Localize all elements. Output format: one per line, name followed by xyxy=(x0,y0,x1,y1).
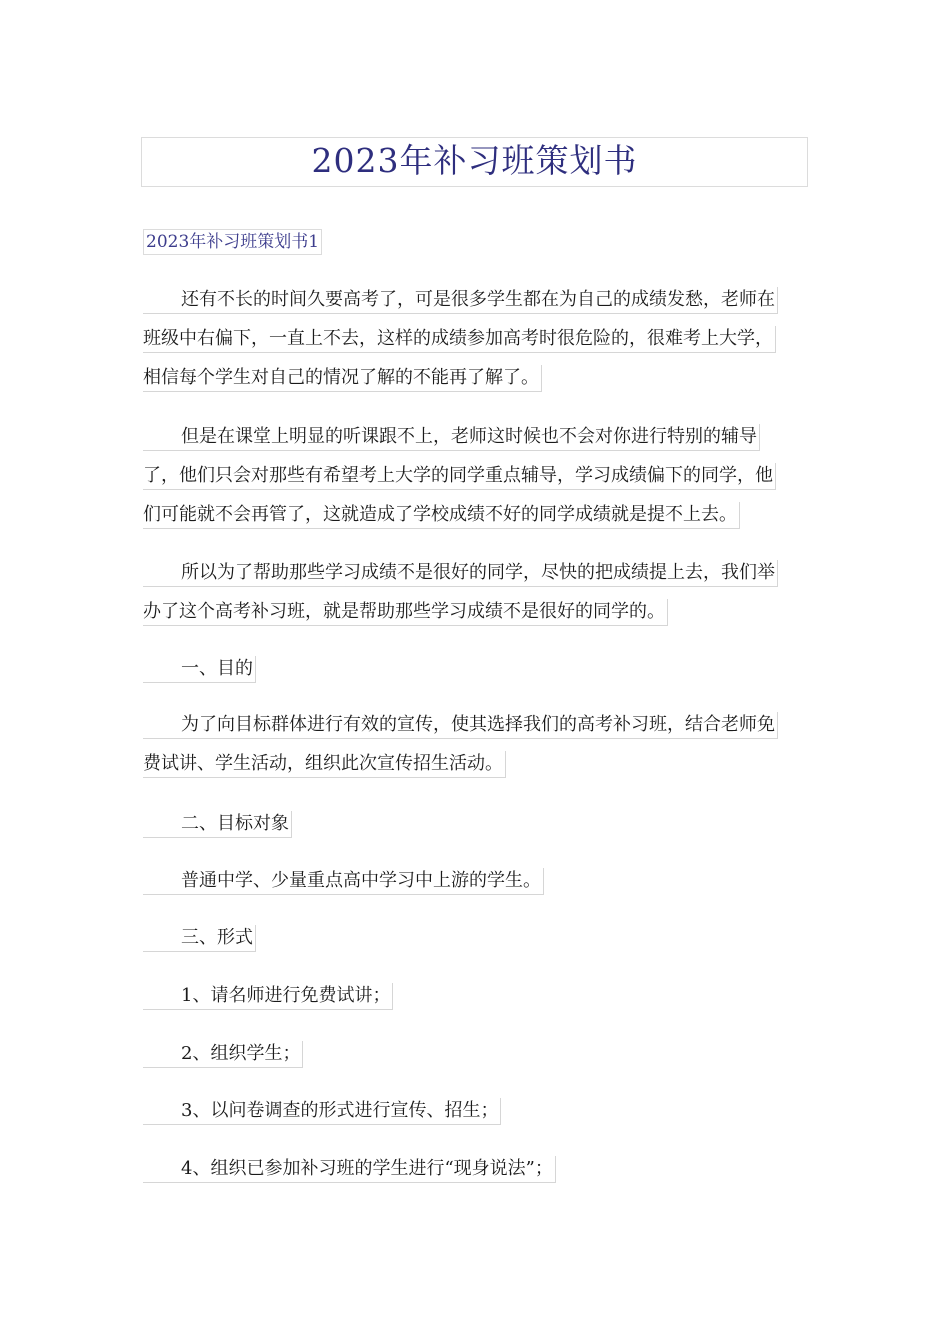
paragraph-line: 但是在课堂上明显的听课跟不上，老师这时候也不会对你进行特别的辅导 xyxy=(143,417,808,456)
paragraph-line: 所以为了帮助那些学习成绩不是很好的同学，尽快的把成绩提上去，我们举 xyxy=(143,553,808,592)
list-item: 2、组织学生； xyxy=(143,1034,808,1073)
paragraph-3 xyxy=(143,553,808,631)
heading-purpose: 一、目的 xyxy=(143,649,808,688)
section-heading: 2023年补习班策划书1 xyxy=(143,229,322,255)
paragraph-line: 办了这个高考补习班，就是帮助那些学习成绩不是很好的同学的。 xyxy=(143,592,808,631)
paragraph-2 xyxy=(143,417,808,534)
paragraph-1 xyxy=(143,280,808,397)
paragraph-line: 还有不长的时间久要高考了，可是很多学生都在为自己的成绩发愁，老师在 xyxy=(143,280,808,319)
document-title: 2023年补习班策划书 xyxy=(141,137,808,187)
paragraph-line: 了，他们只会对那些有希望考上大学的同学重点辅导，学习成绩偏下的同学，他 xyxy=(143,456,808,495)
heading-target: 二、目标对象 xyxy=(143,804,808,843)
heading-format: 三、形式 xyxy=(143,918,808,957)
list-item: 1、请名师进行免费试讲； xyxy=(143,976,808,1015)
paragraph-purpose xyxy=(143,705,808,783)
paragraph-target: 普通中学、少量重点高中学习中上游的学生。 xyxy=(143,861,808,900)
list-item: 3、以问卷调查的形式进行宣传、招生； xyxy=(143,1091,808,1130)
paragraph-line: 为了向目标群体进行有效的宣传，使其选择我们的高考补习班，结合老师免 xyxy=(143,705,808,744)
list-item: 4、组织已参加补习班的学生进行“现身说法”； xyxy=(143,1149,808,1188)
paragraph-line: 班级中右偏下，一直上不去，这样的成绩参加高考时很危险的，很难考上大学， xyxy=(143,319,808,358)
paragraph-line: 费试讲、学生活动，组织此次宣传招生活动。 xyxy=(143,744,808,783)
paragraph-line: 们可能就不会再管了，这就造成了学校成绩不好的同学成绩就是提不上去。 xyxy=(143,495,808,534)
paragraph-line: 相信每个学生对自己的情况了解的不能再了解了。 xyxy=(143,358,808,397)
